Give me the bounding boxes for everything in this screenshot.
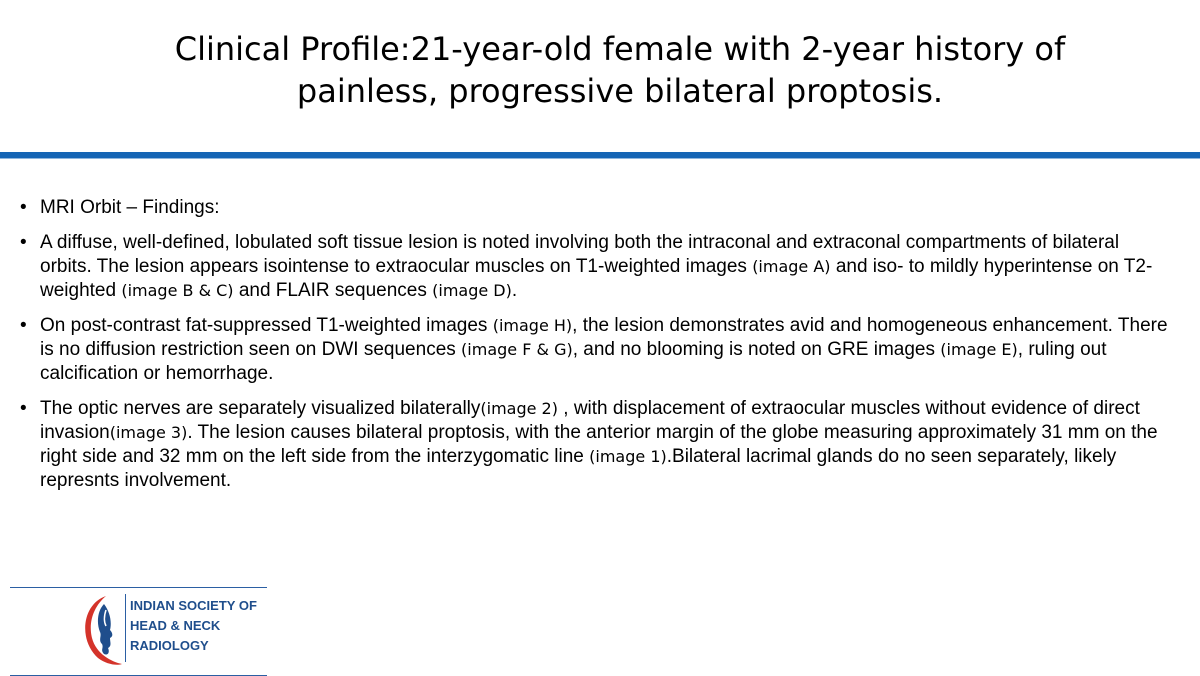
bullet-text: , ruling out calcification or hemorrhage.	[40, 339, 1107, 384]
title-line-2: painless, progressive bilateral proptosis.	[296, 72, 944, 110]
bullet-text: The optic nerves are separately visualized bilaterally	[40, 398, 481, 419]
bullet-dot: •	[20, 398, 27, 419]
bullet-dot: •	[20, 315, 27, 336]
logo-line-1: INDIAN SOCIETY OF	[130, 598, 257, 613]
bullet-text: A diffuse, well-defined, lobulated soft tissue lesion is noted involving both the intraconal and extraconal compartments of bilateral orbits. The lesion appears isointense to extraocular muscles on T1-weighted images	[40, 232, 1120, 277]
bullet-text: MRI Orbit – Findings:	[40, 197, 220, 218]
logo-text	[130, 596, 257, 656]
head-profile-icon	[76, 592, 124, 670]
bullet-item	[20, 231, 1170, 303]
logo-line-2: HEAD & NECK	[130, 618, 221, 633]
bullet-text: , and no blooming is noted on GRE images	[572, 339, 941, 360]
image-reference: (image F & G)	[461, 340, 573, 359]
bullet-text: , with displacement of extraocular muscles without evidence of direct invasion	[40, 398, 1140, 443]
bullet-dot: •	[20, 232, 27, 253]
logo-divider	[125, 594, 126, 662]
bullet-text: .Bilateral lacrimal glands do no seen separately, likely represnts involvement.	[40, 446, 1117, 491]
bullet-text: and FLAIR sequences	[233, 280, 433, 301]
image-reference: (image B & C)	[121, 281, 234, 300]
image-reference: (image D)	[432, 281, 512, 300]
bullet-dot: •	[20, 197, 27, 218]
image-reference: (image 3)	[109, 423, 188, 442]
society-logo	[10, 587, 267, 676]
logo-line-3: RADIOLOGY	[130, 638, 209, 653]
slide-title	[140, 28, 1100, 112]
image-reference: (image 1)	[589, 447, 667, 466]
image-reference: (image 2)	[480, 399, 558, 418]
bullet-text: .	[511, 280, 518, 301]
image-reference: (image H)	[492, 316, 573, 335]
bullet-item	[20, 196, 1170, 220]
title-line-1: Clinical Profile:21-year-old female with 2-year history of	[174, 30, 1066, 68]
bullet-text: On post-contrast fat-suppressed T1-weighted images	[40, 315, 493, 336]
bullet-text: , the lesion demonstrates avid and homogeneous enhancement. There is no diffusion restriction seen on DWI sequences	[40, 315, 1168, 360]
bullet-text: and iso- to mildly hyperintense on T2-weighted	[40, 256, 1153, 301]
image-reference: (image E)	[940, 340, 1018, 359]
findings-list	[20, 196, 1170, 504]
bullet-text: . The lesion causes bilateral proptosis, with the anterior margin of the globe measuring approximately 31 mm on the right side and 32 mm on the left side from the interzygomatic line	[40, 422, 1158, 467]
bullet-item	[20, 314, 1170, 386]
title-divider	[0, 152, 1200, 158]
bullet-item	[20, 397, 1170, 493]
image-reference: (image A)	[752, 257, 831, 276]
